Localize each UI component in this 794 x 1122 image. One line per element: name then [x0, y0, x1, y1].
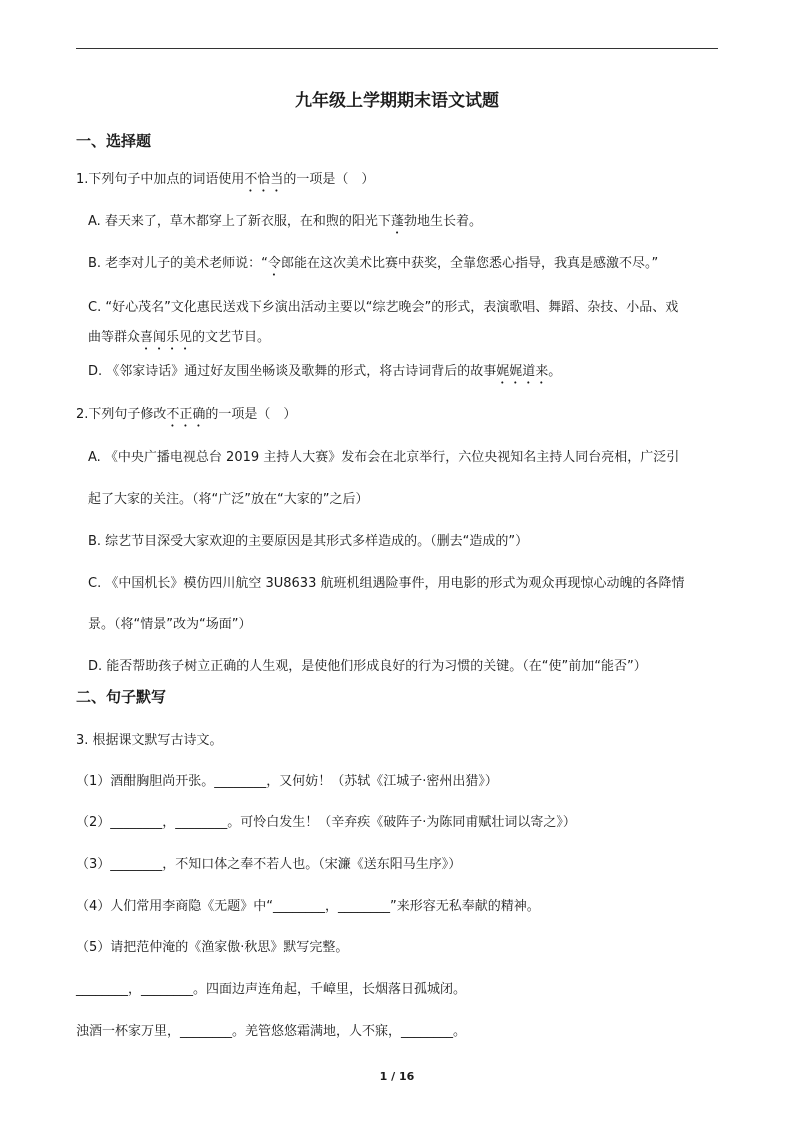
- q1-option-a: [88, 210, 482, 237]
- q2-option-a-line1: A. 《中央广播电视总台 2019 主持人大赛》发布会在北京举行，六位央视知名主持人同台亮相，广泛引: [88, 450, 680, 465]
- q1-option-c-line2: [88, 326, 270, 353]
- q1-option-b: [88, 252, 658, 279]
- section-heading-dictation: 二、句子默写: [76, 688, 167, 706]
- q1-option-c-line1: C. “好心茂名”文化惠民送戏下乡演出活动主要以“综艺晚会”的形式，表演歌唱、舞蹈、杂技、小品、戏: [88, 300, 679, 315]
- q1-option-b-text-end: 郎能在这次美术比赛中获奖，全靠您悉心指导，我真是感激不尽。”: [280, 256, 659, 271]
- section-heading-choice: 一、选择题: [76, 132, 152, 150]
- q1-option-d: [88, 360, 561, 387]
- q3-part-3: （3）________，不知口体之奉不若人也。（宋濂《送东阳马生序》）: [76, 857, 462, 872]
- q1-option-c-emphasis: 喜闻乐见: [140, 330, 193, 345]
- question-3-stem: 3. 根据课文默写古诗文。: [76, 733, 223, 748]
- page-number: 1 / 16: [379, 1070, 415, 1083]
- q1-stem-emphasis: 不恰当: [244, 172, 284, 187]
- q3-part-5-line2: 浊酒一杯家万里，________。羌管悠悠霜满地，人不寐，________。: [76, 1024, 467, 1039]
- question-2-stem: [76, 403, 296, 430]
- q2-option-a-line2: 起了大家的关注。（将“广泛”放在“大家的”之后）: [88, 492, 369, 507]
- q1-stem-text: 1.下列句子中加点的词语使用: [76, 172, 245, 187]
- q1-option-d-emphasis: 娓娓道来: [496, 364, 549, 379]
- q2-option-c-line2: 景。（将“情景”改为“场面”）: [88, 617, 252, 632]
- q1-option-a-text: A. 春天来了，草木都穿上了新衣服，在和煦的阳光下: [88, 214, 391, 229]
- q1-option-a-emphasis: 蓬: [390, 214, 404, 229]
- q2-stem-emphasis: 不正确: [166, 407, 206, 422]
- q1-option-d-text: D. 《邻家诗话》通过好友围坐畅谈及歌舞的形式，将古诗词背后的故事: [88, 364, 497, 379]
- q1-option-c-text-end: 的文艺节目。: [192, 330, 271, 345]
- q2-stem-text-end: 的一项是（ ）: [205, 407, 297, 422]
- q3-part-5-line1: ________，________。四面边声连角起，千嶂里，长烟落日孤城闭。: [76, 982, 467, 997]
- q2-option-c-line1: C. 《中国机长》模仿四川航空 3U8633 航班机组遇险事件，用电影的形式为观众再现惊心动魄的各降情: [88, 576, 685, 591]
- q1-option-b-text: B. 老李对儿子的美术老师说：“: [88, 256, 268, 271]
- q2-option-b: B. 综艺节目深受大家欢迎的主要原因是其形式多样造成的。（删去“造成的”）: [88, 534, 529, 549]
- page-title: 九年级上学期期末语文试题: [295, 91, 499, 111]
- q3-part-4: （4）人们常用李商隐《无题》中“________，________”来形容无私奉献的精神。: [76, 899, 540, 914]
- q1-option-a-text-end: 勃地生长着。: [403, 214, 482, 229]
- q3-part-2: （2）________，________。可怜白发生！（辛弃疾《破阵子·为陈同甫赋壮词以寄之》）: [76, 815, 576, 830]
- q2-stem-text: 2.下列句子修改: [76, 407, 167, 422]
- question-1-stem: [76, 168, 374, 195]
- q2-option-d: D. 能否帮助孩子树立正确的人生观，是使他们形成良好的行为习惯的关键。（在“使”前加“能否”）: [88, 659, 647, 674]
- header-rule: [76, 48, 718, 49]
- q1-stem-text-end: 的一项是（ ）: [283, 172, 375, 187]
- q1-option-b-emphasis: 令: [267, 256, 281, 271]
- q1-option-d-text-end: 。: [548, 364, 562, 379]
- q1-option-c-text: 曲等群众: [88, 330, 141, 345]
- q3-part-5: （5）请把范仲淹的《渔家傲·秋思》默写完整。: [76, 940, 349, 955]
- q3-part-1: （1）酒酣胸胆尚开张。________，又何妨！（苏轼《江城子·密州出猎》）: [76, 774, 498, 789]
